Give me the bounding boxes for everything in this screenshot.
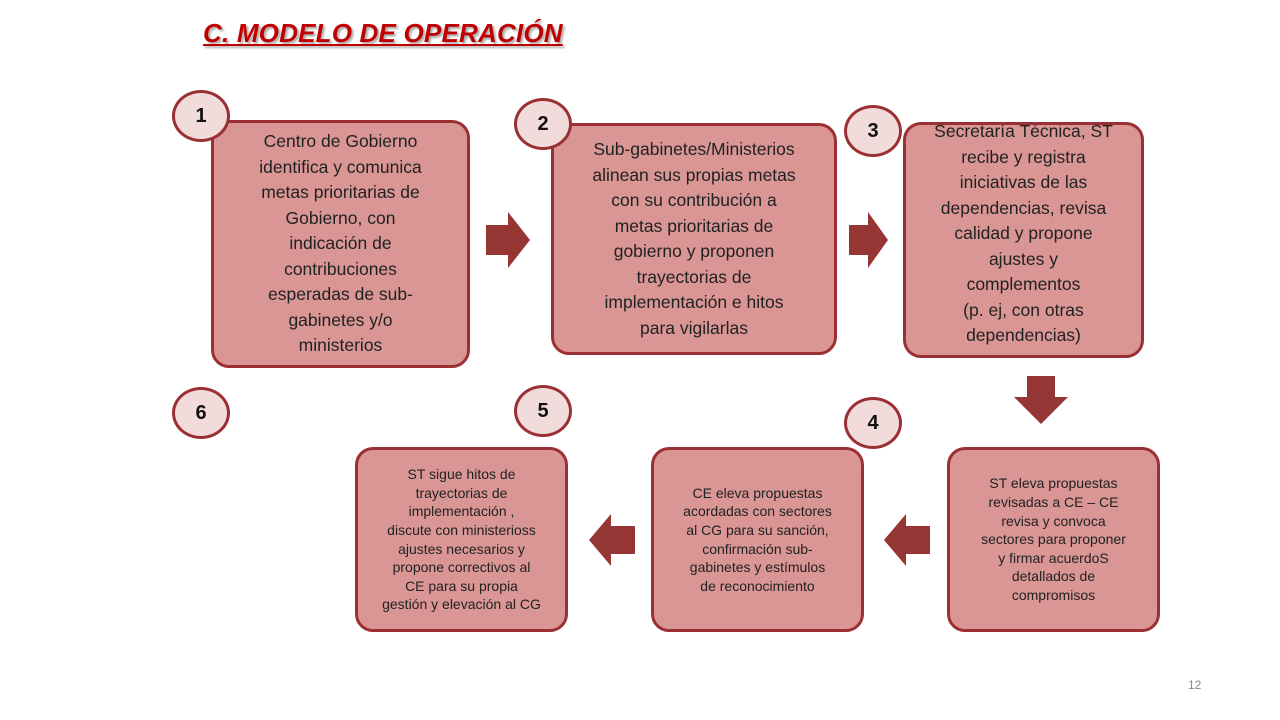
step-4-box (947, 447, 1160, 632)
arrow-left-icon (884, 514, 930, 566)
arrow-down-icon (1014, 376, 1068, 424)
step-5-text: CE eleva propuestas acordadas con sectores al CG para su sanción, confirmación sub- gabinetes y estímulos de reconocimiento (683, 484, 832, 594)
step-3-number: 3 (844, 105, 902, 157)
arrow-right-icon (486, 212, 532, 268)
page-number: 12 (1188, 678, 1202, 692)
step-1-text: Centro de Gobierno identifica y comunica metas prioritarias de Gobierno, con indicación de contribuciones esperadas de sub- gabinetes y/o ministerios (259, 131, 422, 356)
step-3-box (903, 122, 1144, 358)
step-6-text: ST sigue hitos de trayectorias de implementación , discute con ministerioss ajustes necesarios y propone correctivos al CE para su propia gestión y elevación al CG (382, 466, 541, 613)
step-2-number: 2 (514, 98, 572, 150)
step-2-text: Sub-gabinetes/Ministerios alinean sus propias metas con su contribución a metas prioritarias de gobierno y proponen trayectorias de implementación e hitos para vigilarlas (592, 139, 796, 338)
slide-title: C. MODELO DE OPERACIÓN (203, 18, 563, 48)
step-6-box (355, 447, 568, 632)
step-3-text: Secretaría Técnica, ST recibe y registra iniciativas de las dependencias, revisa calidad y propone ajustes y complementos (p. ej, con otras dependencias) (934, 122, 1113, 345)
step-1-box (211, 120, 470, 368)
arrow-right-icon (849, 212, 889, 268)
step-5-number: 5 (514, 385, 572, 437)
step-4-number: 4 (844, 397, 902, 449)
step-4-text: ST eleva propuestas revisadas a CE – CE revisa y convoca sectores para proponer y firmar acuerdoS detallados de compromisos (981, 475, 1126, 603)
step-2-box (551, 123, 837, 355)
step-1-number: 1 (172, 90, 230, 142)
step-6-number: 6 (172, 387, 230, 439)
arrow-left-icon (589, 514, 635, 566)
step-5-box (651, 447, 864, 632)
